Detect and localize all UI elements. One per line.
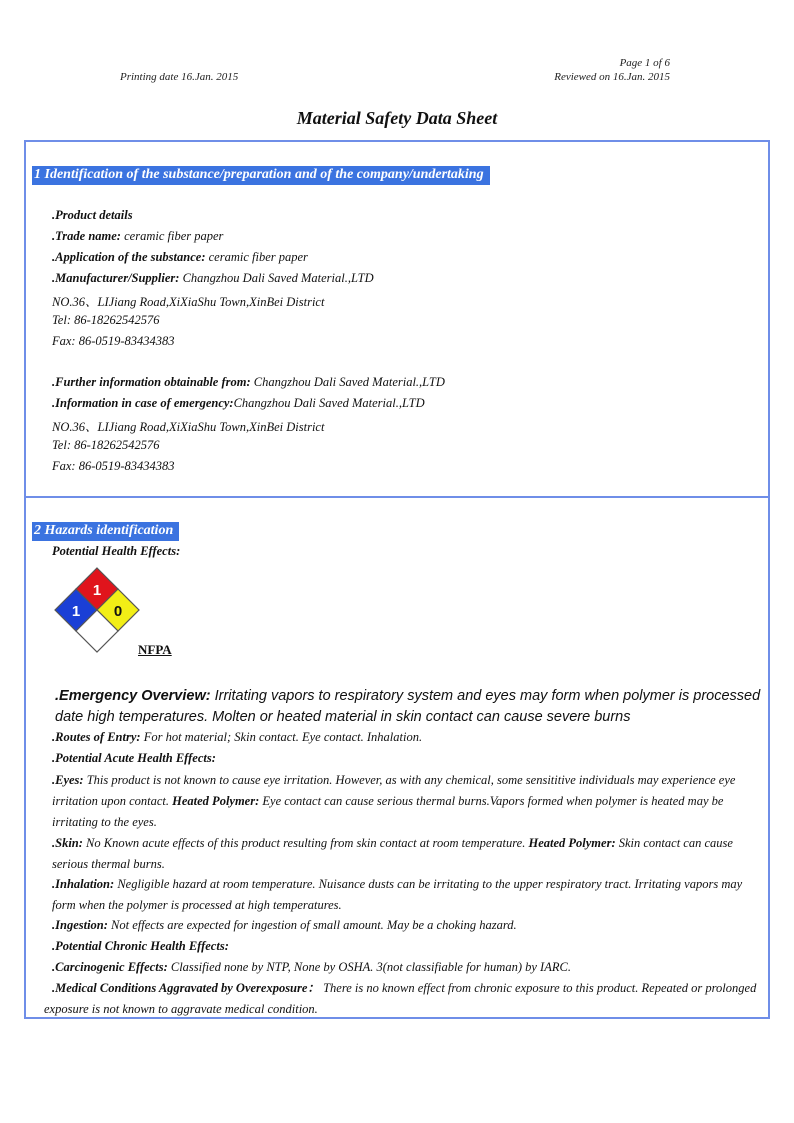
- skin-effects: .Skin: No Known acute effects of this product resulting from skin contact at room temperature. Heated Polymer: Skin contact can cause serious thermal burns.: [52, 836, 733, 871]
- reviewed-date: Reviewed on 16.Jan. 2015: [554, 71, 670, 83]
- ingestion-effects: .Ingestion: Not effects are expected for ingestion of small amount. May be a choking hazard.: [52, 918, 517, 932]
- telephone-2: Tel: 86-18262542576: [52, 438, 160, 452]
- inhalation-effects: .Inhalation: Negligible hazard at room temperature. Nuisance dusts can be irritating to the upper respiratory tract. Irritating vapors may form when the polymer is processed at high temperatures.: [52, 877, 743, 912]
- telephone: Tel: 86-18262542576: [52, 313, 160, 327]
- address: NO.36、LIJiang Road,XiXiaShu Town,XinBei District: [52, 295, 325, 309]
- nfpa-health-value: 1: [71, 603, 81, 620]
- manufacturer: .Manufacturer/Supplier: Changzhou Dali Saved Material.,LTD: [52, 271, 374, 285]
- product-details-label: .Product details: [52, 208, 133, 222]
- medical-conditions: .Medical Conditions Aggravated by Overexposure： There is no known effect from chronic exposure to this product. Repeated or prolonged exposure is not known to aggravate medical condition.: [44, 981, 757, 1016]
- application: .Application of the substance: ceramic fiber paper: [52, 250, 308, 264]
- acute-effects-label: .Potential Acute Health Effects:: [52, 751, 216, 765]
- nfpa-instability-value: 0: [113, 603, 123, 620]
- section-hazards: [24, 496, 770, 1019]
- carcinogenic-effects: .Carcinogenic Effects: Classified none by NTP, None by OSHA. 3(not classifiable for human) by IARC.: [52, 960, 571, 974]
- emergency-overview: .Emergency Overview: Irritating vapors to respiratory system and eyes may form when polymer is processed date high temperatures. Molten or heated material in skin contact can cause severe burns: [55, 688, 761, 725]
- nfpa-label: NFPA: [138, 642, 172, 657]
- document-title: Material Safety Data Sheet: [296, 108, 498, 128]
- section-identification: [24, 140, 770, 498]
- fax-2: Fax: 86-0519-83434383: [52, 459, 175, 473]
- emergency-information: .Information in case of emergency:Changzhou Dali Saved Material.,LTD: [52, 396, 425, 410]
- trade-name: .Trade name: ceramic fiber paper: [52, 229, 224, 243]
- printing-date: Printing date 16.Jan. 2015: [120, 71, 239, 83]
- address-2: NO.36、LIJiang Road,XiXiaShu Town,XinBei District: [52, 420, 325, 434]
- nfpa-flammability-value: 1: [92, 582, 102, 599]
- potential-health-label: Potential Health Effects:: [52, 544, 181, 558]
- further-information: .Further information obtainable from: Changzhou Dali Saved Material.,LTD: [52, 375, 445, 389]
- section-2-heading: 2 Hazards identification: [32, 522, 179, 541]
- fax: Fax: 86-0519-83434383: [52, 334, 175, 348]
- page-number: Page 1 of 6: [619, 57, 670, 69]
- chronic-effects-label: .Potential Chronic Health Effects:: [52, 939, 229, 953]
- nfpa-diamond-icon: [52, 566, 142, 656]
- routes-of-entry: .Routes of Entry: For hot material; Skin contact. Eye contact. Inhalation.: [52, 730, 423, 744]
- section-1-heading: 1 Identification of the substance/preparation and of the company/undertaking: [32, 166, 490, 185]
- eyes-effects: .Eyes: This product is not known to cause eye irritation. However, as with any chemical, some sensititive individuals may experience eye irritation upon contact. Heated Polymer: Eye contact can cause serious thermal burns.Vapors formed when polymer is heated may be irritating to the eyes.: [52, 773, 736, 829]
